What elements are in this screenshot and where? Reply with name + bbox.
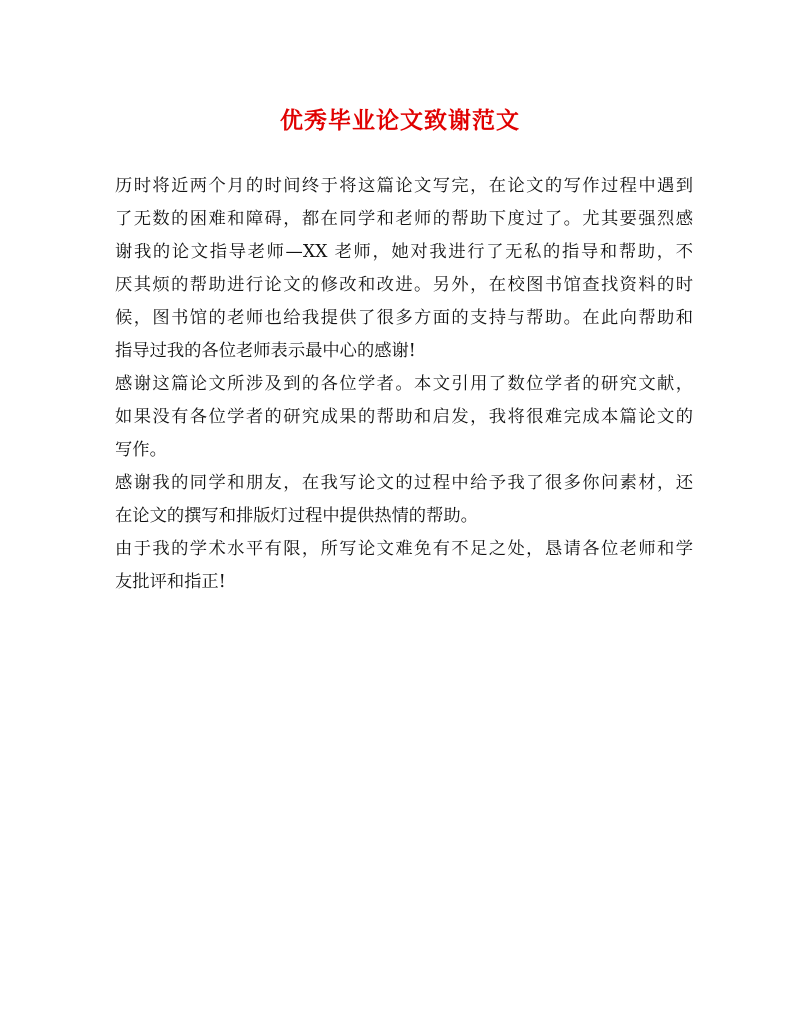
text-line: 指导过我的各位老师表示最中心的感谢!: [115, 341, 416, 361]
text-line: 候，图书馆的老师也给我提供了很多方面的支持与帮助。在此向帮助和: [115, 308, 693, 328]
text-line: 由于我的学术水平有限，所写论文难免有不足之处，恳请各位老师和学: [115, 539, 693, 559]
document-title: 优秀毕业论文致谢范文: [280, 107, 520, 134]
text-line: 写作。: [115, 440, 167, 460]
text-line: 历时将近两个月的时间终于将这篇论文写完，在论文的写作过程中遇到: [115, 176, 693, 196]
text-line: 如果没有各位学者的研究成果的帮助和启发，我将很难完成本篇论文的: [115, 407, 693, 427]
text-line: 感谢我的同学和朋友，在我写论文的过程中给予我了很多你问素材，还: [115, 473, 693, 493]
text-line: 谢我的论文指导老师—XX 老师，她对我进行了无私的指导和帮助，不: [115, 242, 693, 262]
text-line: 友批评和指正!: [115, 572, 226, 592]
text-line: 在论文的撰写和排版灯过程中提供热情的帮助。: [115, 506, 478, 526]
paragraph-2: [115, 368, 693, 467]
document-body: [115, 170, 693, 599]
paragraph-4: [115, 533, 693, 599]
text-line: 感谢这篇论文所涉及到的各位学者。本文引用了数位学者的研究文献，: [115, 374, 693, 394]
text-line: 厌其烦的帮助进行论文的修改和改进。另外，在校图书馆查找资料的时: [115, 275, 693, 295]
paragraph-3: [115, 467, 693, 533]
paragraph-1: [115, 170, 693, 368]
text-line: 了无数的困难和障碍，都在同学和老师的帮助下度过了。尤其要强烈感: [115, 209, 693, 229]
